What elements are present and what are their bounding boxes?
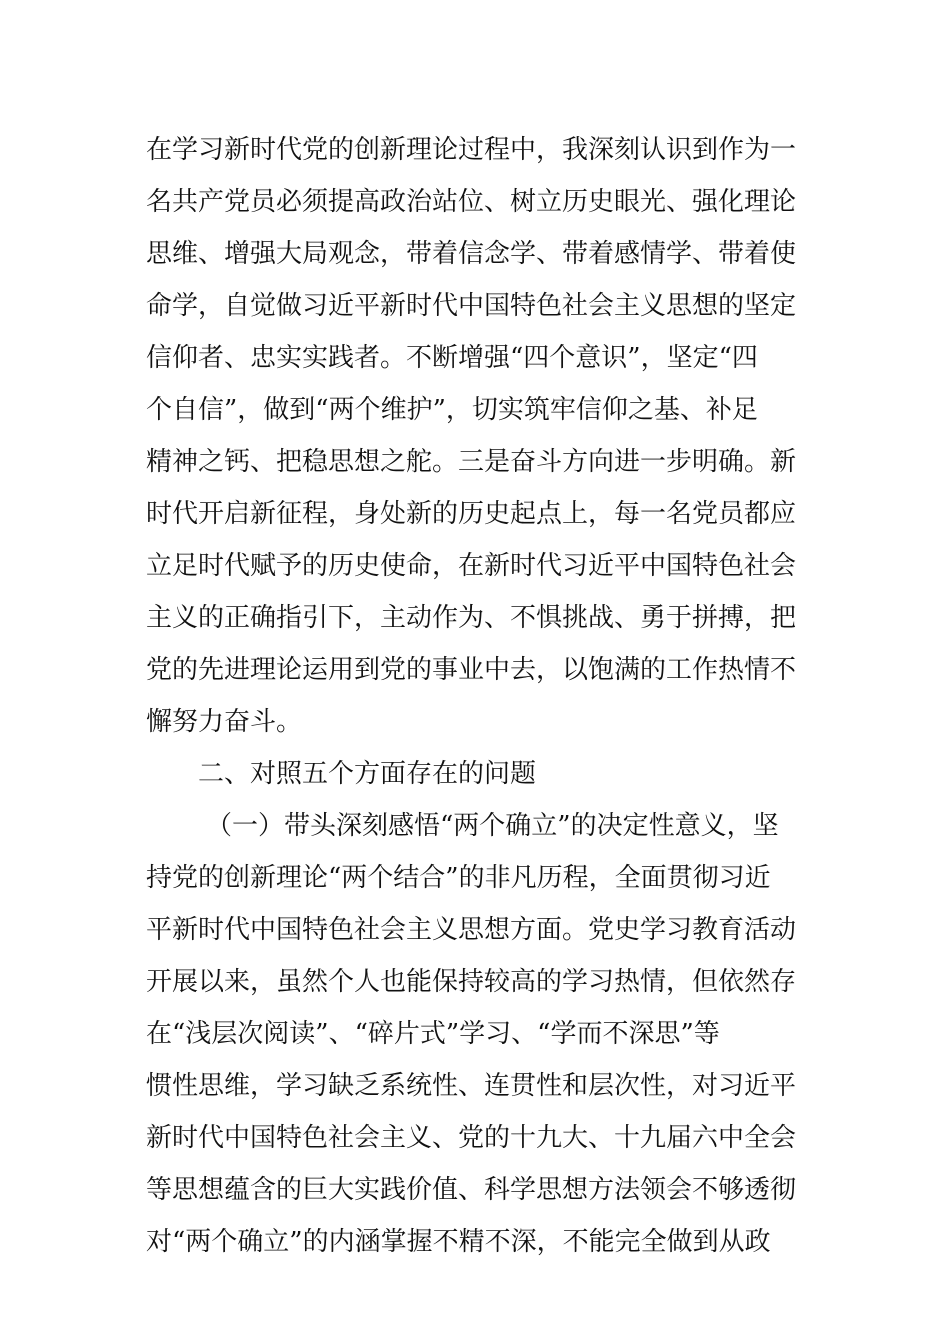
body-line: 在学习新时代党的创新理论过程中，我深刻认识到作为一 xyxy=(146,135,797,165)
body-line: 时代开启新征程，身处新的历史起点上，每一名党员都应 xyxy=(146,499,797,529)
section-heading: 二、对照五个方面存在的问题 xyxy=(198,759,537,789)
body-line: 思维、增强大局观念，带着信念学、带着感情学、带着使 xyxy=(146,239,797,269)
subsection-heading-line: （一）带头深刻感悟“两个确立”的决定性意义，坚 xyxy=(206,811,779,841)
body-line: 名共产党员必须提高政治站位、树立历史眼光、强化理论 xyxy=(146,187,797,217)
body-line: 精神之钙、把稳思想之舵。三是奋斗方向进一步明确。新 xyxy=(146,447,797,477)
body-line: 对“两个确立”的内涵掌握不精不深，不能完全做到从政 xyxy=(146,1227,771,1257)
body-line: 立足时代赋予的历史使命，在新时代习近平中国特色社会 xyxy=(146,551,797,581)
body-line: 个自信”，做到“两个维护”，切实筑牢信仰之基、补足 xyxy=(146,395,758,425)
body-line: 新时代中国特色社会主义、党的十九大、十九届六中全会 xyxy=(146,1123,797,1153)
body-line: 主义的正确指引下，主动作为、不惧挑战、勇于拼搏，把 xyxy=(146,603,797,633)
body-line: 等思想蕴含的巨大实践价值、科学思想方法领会不够透彻 xyxy=(146,1175,797,1205)
body-line: 信仰者、忠实实践者。不断增强“四个意识”，坚定“四 xyxy=(146,343,758,373)
body-line: 在“浅层次阅读”、“碎片式”学习、“学而不深思”等 xyxy=(146,1019,720,1049)
body-line: 平新时代中国特色社会主义思想方面。党史学习教育活动 xyxy=(146,915,797,945)
body-line: 命学，自觉做习近平新时代中国特色社会主义思想的坚定 xyxy=(146,291,797,321)
body-line: 党的先进理论运用到党的事业中去，以饱满的工作热情不 xyxy=(146,655,797,685)
document-body xyxy=(146,124,806,1268)
body-line: 惯性思维，学习缺乏系统性、连贯性和层次性，对习近平 xyxy=(146,1071,797,1101)
body-line: 持党的创新理论“两个结合”的非凡历程，全面贯彻习近 xyxy=(146,863,771,893)
body-line: 开展以来，虽然个人也能保持较高的学习热情，但依然存 xyxy=(146,967,797,997)
body-line: 懈努力奋斗。 xyxy=(146,707,303,737)
